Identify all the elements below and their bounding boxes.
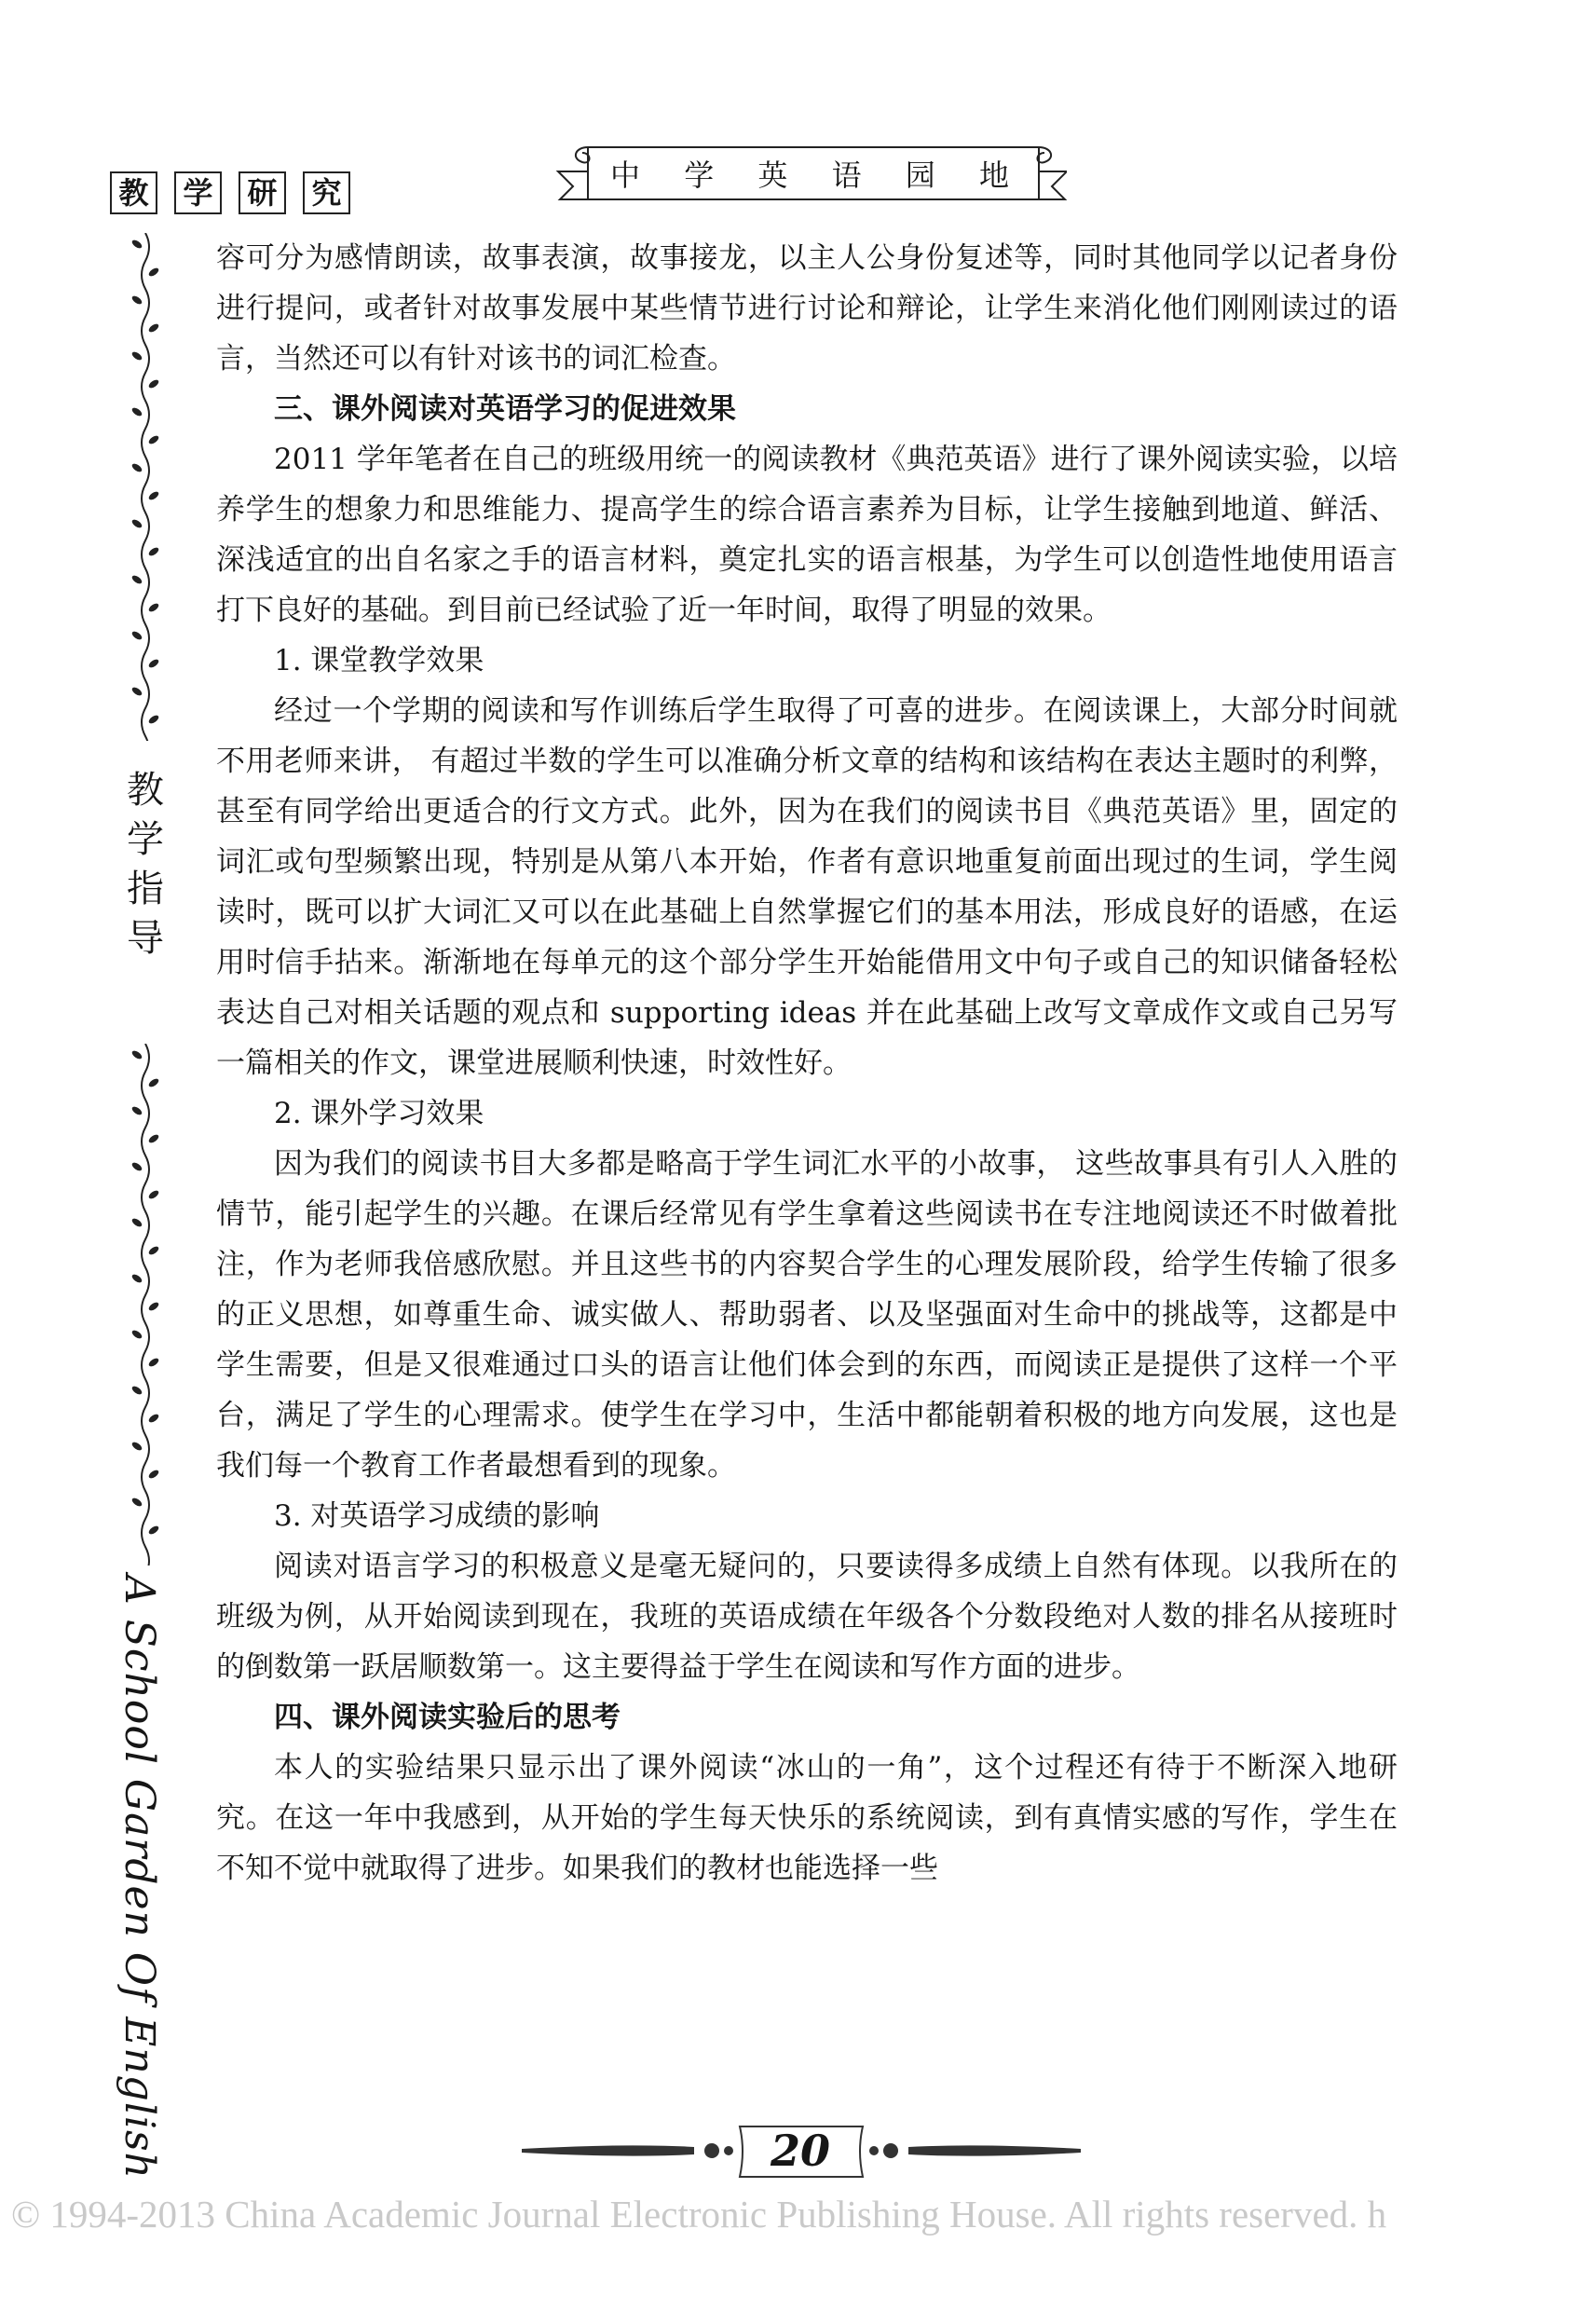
sidebar-label-char: 指 <box>127 868 164 910</box>
subsection-heading: 1. 课堂教学效果 <box>274 644 484 677</box>
journal-title <box>610 153 1011 194</box>
journal-title-char: 英 <box>757 157 790 193</box>
body-paragraph: 因为我们的阅读书目大多都是略高于学生词汇水平的小故事， 这些故事具有引人入胜的情节，能引起学生的兴趣。在课后经常见有学生拿着这些阅读书在专注地阅读还不时做着批注，作为老师我倍感欣慰。并且这些书的内容契合学生的心理发展阶段，给学生传输了很多的正义思想，如尊重生命、诚实做人、帮助弱者、以及坚强面对生命中的挑战等，这都是中学生需要，但是又很难通过口头的语言让他们体会到的东西，而阅读正是提供了这样一个平台，满足了学生的心理需求。使学生在学习中，生活中都能朝着积极的地方向发展，这也是我们每一个教育工作者最想看到的现象。 <box>216 1147 1398 1483</box>
page-number: 20 <box>770 2126 830 2176</box>
sidebar-column-label <box>117 766 173 964</box>
body-paragraph: 2011 学年笔者在自己的班级用统一的阅读教材《典范英语》进行了课外阅读实验，以培养学生的想象力和思维能力、提高学生的综合语言素养为目标，让学生接触到地道、鲜活、深浅适宜的出自名家之手的语言材料，奠定扎实的语言根基，为学生可以创造性地使用语言打下良好的基础。到目前已经试验了近一年时间，取得了明显的效果。 <box>216 443 1398 627</box>
section-tag-char: 学 <box>174 171 222 214</box>
sidebar-label-char: 导 <box>127 917 164 960</box>
body-paragraph: 容可分为感情朗读，故事表演，故事接龙，以主人公身份复述等，同时其他同学以记者身份进行提问，或者针对故事发展中某些情节进行讨论和辩论，让学生来消化他们刚刚读过的语言，当然还可以有针对该书的词汇检查。 <box>216 241 1398 376</box>
body-paragraph: 阅读对语言学习的积极意义是毫无疑问的，只要读得多成绩上自然有体现。以我所在的班级为例，从开始阅读到现在，我班的英语成绩在年级各个分数段绝对人数的排名从接班时的倒数第一跃居顺数第一。这主要得益于学生在阅读和写作方面的进步。 <box>216 1550 1398 1684</box>
journal-title-char: 中 <box>610 157 643 193</box>
section-tag-char: 研 <box>239 171 286 214</box>
sidebar-english-title: A School Garden Of English <box>116 1575 163 2180</box>
journal-title-char: 地 <box>978 157 1011 193</box>
subsection-heading: 3. 对英语学习成绩的影响 <box>274 1499 600 1533</box>
subsection-heading: 2. 课外学习效果 <box>274 1097 484 1130</box>
article-body <box>216 233 1398 1894</box>
copyright-watermark: © 1994-2013 China Academic Journal Electronic Publishing House. All rights reserved. h <box>11 2193 1387 2236</box>
journal-title-char: 园 <box>905 157 937 193</box>
body-paragraph: 经过一个学期的阅读和写作训练后学生取得了可喜的进步。在阅读课上，大部分时间就不用老师来讲， 有超过半数的学生可以准确分析文章的结构和该结构在表达主题时的利弊，甚至有同学给出更适合的行文方式。此外，因为在我们的阅读书目《典范英语》里，固定的词汇或句型频繁出现，特别是从第八本开始，作者有意识地重复前面出现过的生词，学生阅读时，既可以扩大词汇又可以在此基础上自然掌握它们的基本用法，形成良好的语感，在运用时信手拈来。渐渐地在每单元的这个部分学生开始能借用文中句子或自己的知识储备轻松表达自己对相关话题的观点和 supporting ideas 并在此基础上改写文章成作文或自己另写一篇相关的作文，课堂进展顺利快速，时效性好。 <box>216 694 1398 1080</box>
section-tag-char: 究 <box>303 171 350 214</box>
section-tag <box>110 171 350 214</box>
journal-banner <box>554 140 1067 220</box>
section-heading: 四、课外阅读实验后的思考 <box>274 1701 621 1734</box>
sidebar-label-char: 学 <box>127 818 164 861</box>
sidebar-label-char: 教 <box>127 769 164 812</box>
vine-ornament-icon <box>129 1044 162 1566</box>
section-tag-char: 教 <box>110 171 157 214</box>
body-paragraph: 本人的实验结果只显示出了课外阅读“冰山的一角”，这个过程还有待于不断深入地研究。在这一年中我感到，从开始的学生每天快乐的系统阅读，到有真情实感的写作，学生在不知不觉中就取得了进步。如果我们的教材也能选择一些 <box>216 1751 1398 1885</box>
journal-title-char: 学 <box>684 157 716 193</box>
journal-title-char: 语 <box>831 157 864 193</box>
section-heading: 三、课外阅读对英语学习的促进效果 <box>274 392 736 426</box>
page-number-ornament <box>522 2121 1081 2186</box>
vine-ornament-icon <box>129 233 162 741</box>
